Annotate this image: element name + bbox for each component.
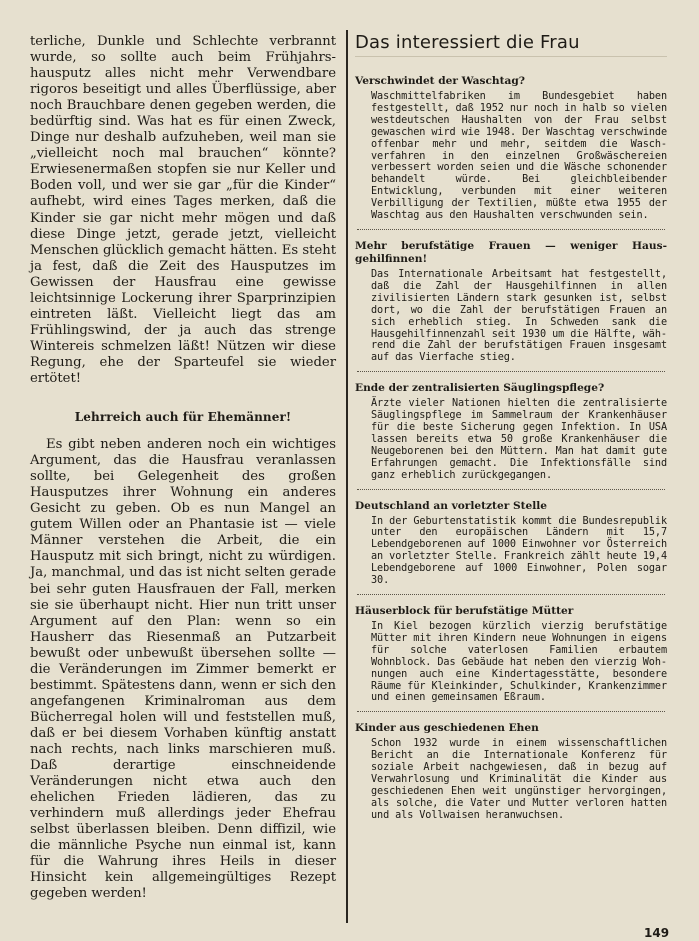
item-separator (357, 229, 665, 231)
news-item-body: Das Internationale Arbeitsamt hat festgestellt, daß die Zahl der Hausgehilfinnen in allen zivilisierten Ländern stark gesunken ist, selbst dort, wo die Zahl der berufstätigen Frauen an sich erheblich stieg. In Schweden sank die Hausgehilfinnenzahl seit 1930 um die Hälfte, während die Zahl der berufstätigen Frauen insgesamt auf das Vierfache stieg. (371, 268, 667, 364)
news-item-body: Schon 1932 wurde in einem wissenschaftlichen Bericht an die Internationale Konferenz für soziale Arbeit nachgewiesen, daß in bezug auf Verwahrlosung und Kriminalität die Kinder aus geschiedenen Ehen weit ungünstiger hervorgingen, als solche, die Vater und Mutter verloren hatten und als Vollwaisen heranwuchsen. (371, 738, 667, 821)
section-title: Das interessiert die Frau (355, 30, 667, 57)
news-item-body: In Kiel bezogen kürzlich vierzig berufstätige Mütter mit ihren Kindern neue Wohnungen in eigens für solche vaterlosen Familien erbautem Wohnblock. Das Gebäude hat neben den vierzig Wohnungen auch eine Kindertagesstätte, besondere Räume für Kleinkinder, Schulkinder, Krankenzimmer und einen gemeinsamen Eßraum. (371, 621, 667, 704)
page-number: 149 (644, 926, 670, 940)
item-separator (357, 594, 665, 596)
news-item-body: In der Geburtenstatistik kommt die Bundesrepublik unter den europäischen Ländern mit 15,7 Lebendgeborenen auf 1000 Einwohner vor Österreich an vorletzter Stelle. Frankreich zählt heute 19,4 Lebendgeborene auf 1000 Einwohner, Polen sogar 30. (371, 515, 667, 587)
news-item-heading: Ende der zentralisierten Säuglingspflege? (355, 382, 605, 395)
article-paragraph: Es gibt neben anderen noch ein wichtiges Argument, das die Hausfrau veranlassen sollte, bei Gelegenheit des großen Hausputzes ihrer Wohnung ein anderes Gesicht zu geben. Ob es nun Mangel an gutem Willen oder an Phantasie ist — viele Männer verstehen die Arbeit, die ein Hausputz mit sich bringt, nicht zu würdigen. Ja, manchmal, und das ist nicht selten gerade bei sehr guten Hausfrauen der Fall, merken sie sie überhaupt nicht. Hier nun tritt unser Argument auf den Plan: wenn so ein Hausherr das Riesenmaß an Putzarbeit bewußt oder unbewußt übersehen sollte — die Veränderungen im Zimmer bemerkt er bestimmt. Spätestens dann, wenn er sich den angefangenen Kriminalroman aus dem Bücherregal holen will und feststellen muß, daß er bei diesem Vorhaben künftig anstatt nach rechts, nach links marschieren muß. Daß derartige einschneidende Veränderungen nicht etwa auch den ehelichen Frieden lädieren, das zu verhindern muß allerdings jeder Ehefrau selbst überlassen bleiben. Denn diffizil, wie die männliche Psyche nun einmal ist, kann für die Wahrung ihres Heils in dieser Hinsicht kein allgemeingültiges Rezept gegeben werden! (30, 437, 336, 902)
news-item-heading: Deutschland an vorletzter Stelle (355, 499, 548, 512)
news-item (355, 605, 667, 704)
left-column (30, 34, 336, 902)
item-separator (357, 371, 665, 373)
news-item-heading: Mehr berufstätige Frauen — weniger Hausgehilfinnen! (355, 239, 667, 265)
article-paragraph: terliche, Dunkle und Schlechte verbrannt wurde, so sollte auch beim Frühjahrshausputz alles nicht mehr Verwendbare rigoros beseitigt und alles Überflüssige, aber noch Brauchbare denen gegeben werden, die bedürftig sind. Was hat es für einen Zweck, Dinge nur deshalb aufzuheben, weil man sie „vielleicht noch mal brauchen“ könnte? Erwiesenermaßen stopfen sie nur Keller und Boden voll, und wer sie gar „für die Kinder“ aufhebt, wird eines Tages merken, daß die Kinder sie gar nicht mehr mögen und daß diese Dinge jetzt, gerade jetzt, vielleicht Menschen glücklich gemacht hätten. Es steht ja fest, daß die Zeit des Hausputzes im Gewissen der Hausfrau eine gewisse leichtsinnige Lockerung ihrer Sparprinzipien eintreten läßt. Vielleicht liegt das am Frühlingswind, der ja auch das strenge Wintereis schmelzen läßt! Nützen wir diese Regung, ehe der Sparteufel sie wieder ertötet! (30, 34, 336, 386)
column-divider (346, 30, 348, 923)
item-separator (357, 489, 665, 491)
news-item-body: Waschmittelfabriken im Bundesgebiet haben festgestellt, daß 1952 nur noch in halb so vielen westdeutschen Haushalten von der Frau selbst gewaschen wird wie 1948. Der Waschtag verschwinde offenbar mehr und mehr, seitdem die Waschverfahren in den einzelnen Großwäschereien verbessert worden seien und die Wäsche schonender behandelt würde. Bei gleichbleibender Entwicklung, verbunden mit einer weiteren Verbilligung der Textilien, müßte etwa 1955 der Waschtag aus den Haushalten verschwunden sein. (371, 91, 667, 222)
article-subheading: Lehrreich auch für Ehemänner! (74, 410, 292, 425)
news-item (355, 75, 667, 222)
news-item (355, 240, 667, 364)
news-item-heading: Verschwindet der Waschtag? (355, 75, 526, 87)
news-item (355, 382, 667, 481)
news-item-heading: Häuserblock für berufstätige Mütter (355, 605, 574, 617)
news-item-heading: Kinder aus geschiedenen Ehen (355, 722, 539, 735)
item-separator (357, 711, 665, 713)
news-item-body: Ärzte vieler Nationen hielten die zentralisierte Säuglingspflege im Sammelraum der Krankenhäuser für die beste Sicherung gegen Infektion. In USA lassen bereits etwa 50 große Krankenhäuser die Neugeborenen bei den Müttern. Man hat damit gute Erfahrungen gemacht. Die Infektionsfälle sind ganz erheblich zurückgegangen. (371, 398, 667, 481)
news-item (355, 500, 667, 587)
news-item (355, 722, 667, 821)
right-column (355, 30, 667, 822)
